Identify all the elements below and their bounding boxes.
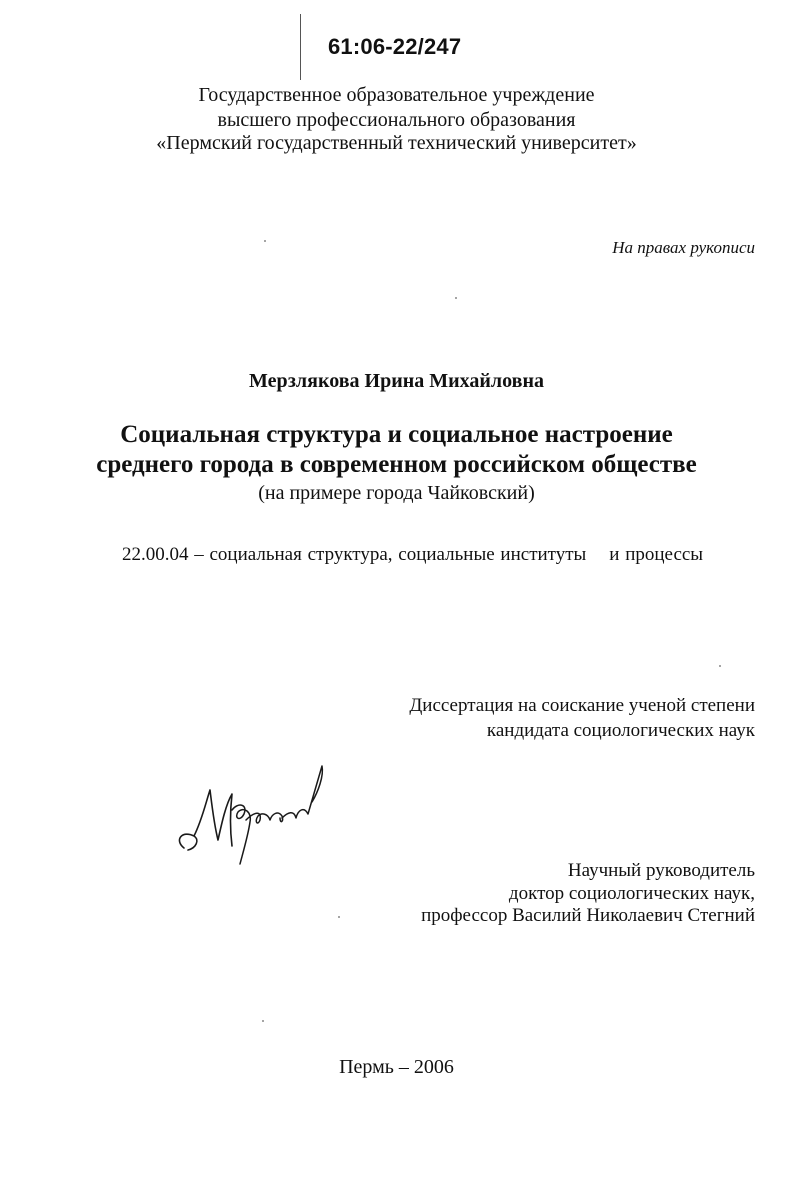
title-line-2: среднего города в современном российском обществе: [96, 451, 697, 478]
signature-stroke-3: [282, 766, 322, 818]
scan-speck: [262, 1020, 264, 1022]
archive-stamp-line: [300, 14, 301, 80]
dissertation-line-2: кандидата социологических наук: [486, 720, 755, 741]
title-subtitle: (на примере города Чайковский): [258, 482, 535, 504]
scan-speck: [264, 240, 266, 242]
specialty-code: 22.00.04 – социальная структура, социальные институты и процессы: [122, 544, 704, 565]
supervisor-line-3: профессор Василий Николаевич Стегний: [421, 905, 755, 926]
signature-stroke-2: [232, 805, 283, 864]
dissertation-line-1: Диссертация на соискание ученой степени: [409, 695, 755, 716]
institution-line-2: высшего профессионального образования: [217, 109, 576, 131]
rights-note: На правах рукописи: [612, 238, 755, 257]
title-line-1: Социальная структура и социальное настроение: [120, 421, 673, 448]
scan-speck: [719, 665, 721, 667]
city-year: Пермь – 2006: [339, 1056, 454, 1078]
supervisor-line-1: Научный руководитель: [567, 860, 755, 881]
signature-stroke-1: [179, 790, 232, 850]
scan-speck: [455, 297, 457, 299]
handwritten-signature: [172, 760, 332, 870]
institution-line-3: «Пермский государственный технический университет»: [156, 132, 637, 154]
supervisor-line-2: доктор социологических наук,: [508, 883, 755, 904]
institution-line-1: Государственное образовательное учреждение: [198, 84, 595, 106]
scan-speck: [338, 916, 340, 918]
archive-code: 61:06-22/247: [328, 34, 462, 59]
author-name: Мерзлякова Ирина Михайловна: [249, 370, 544, 392]
